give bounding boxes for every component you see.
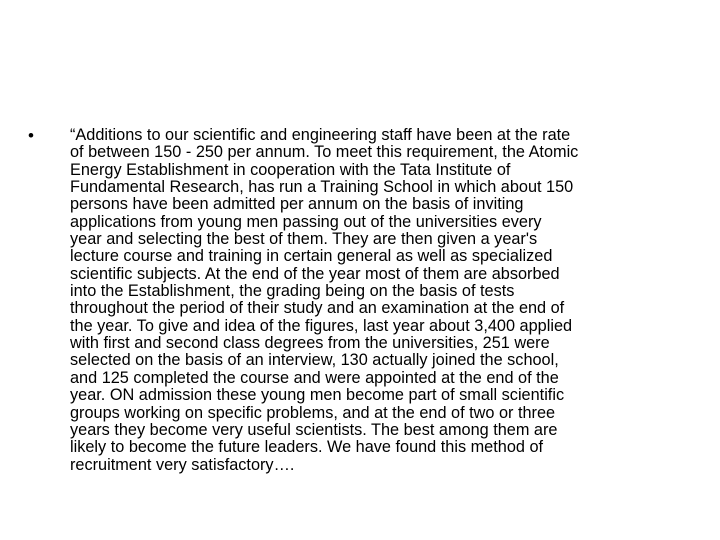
paragraph-line: and 125 completed the course and were appointed at the end of the	[70, 368, 559, 387]
paragraph-line: groups working on specific problems, and at the end of two or three	[70, 403, 556, 422]
paragraph-line: into the Establishment, the grading being on the basis of tests	[70, 282, 515, 301]
paragraph-line: years they become very useful scientists. The best among them are	[70, 420, 558, 439]
paragraph-line: selected on the basis of an interview, 130 actually joined the school,	[70, 351, 559, 370]
paragraph-line: with first and second class degrees from the universities, 251 were	[70, 334, 550, 353]
paragraph-line: scientific subjects. At the end of the year most of them are absorbed	[70, 264, 560, 283]
paragraph-line: recruitment very satisfactory….	[70, 455, 295, 474]
paragraph-line: applications from young men passing out of the universities every	[70, 212, 542, 231]
bullet-marker: •	[28, 126, 34, 145]
bullet-item	[28, 127, 688, 474]
paragraph-line: persons have been admitted per annum on the basis of inviting	[70, 195, 524, 214]
paragraph-line: likely to become the future leaders. We have found this method of	[70, 438, 544, 457]
paragraph-line: the year. To give and idea of the figures, last year about 3,400 applied	[70, 316, 573, 335]
paragraph-line: lecture course and training in certain general as well as specialized	[70, 247, 553, 266]
quoted-paragraph	[70, 127, 688, 474]
paragraph-line: year. ON admission these young men become part of small scientific	[70, 386, 565, 405]
paragraph-line: Energy Establishment in cooperation with the Tata Institute of	[70, 160, 511, 179]
paragraph-line: “Additions to our scientific and engineering staff have been at the rate	[70, 126, 571, 144]
paragraph-line: year and selecting the best of them. They are then given a year's	[70, 230, 538, 249]
paragraph-line: throughout the period of their study and an examination at the end of	[70, 299, 565, 318]
paragraph-line: of between 150 - 250 per annum. To meet this requirement, the Atomic	[70, 143, 579, 162]
paragraph-line: Fundamental Research, has run a Training School in which about 150	[70, 178, 574, 197]
bullet-list	[28, 127, 688, 474]
